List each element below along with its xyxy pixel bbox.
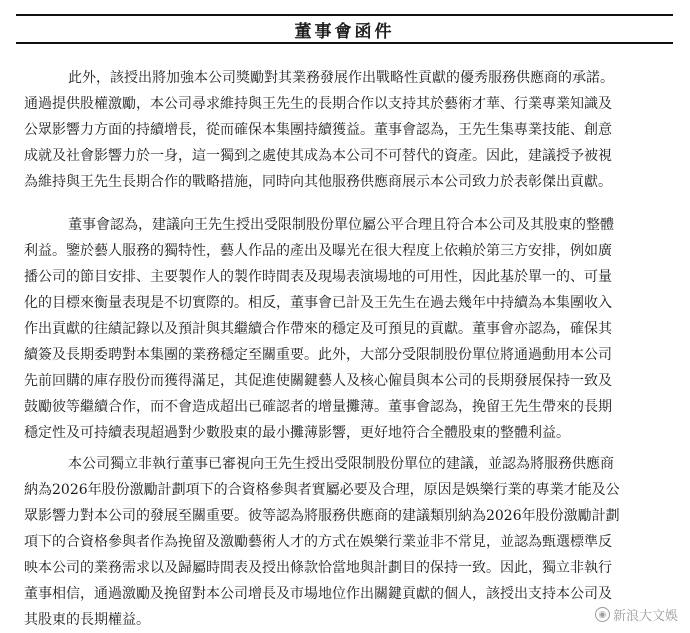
- letter-title: 董事會函件: [294, 21, 395, 42]
- watermark: [595, 605, 678, 624]
- text-line: 續簽及長期委聘對本集團的業務穩定至關重要。此外，大部分受限制股份單位將通過動用本公司: [24, 347, 612, 363]
- text-line: 通過提供股權激勵，本公司尋求維持與王先生的長期合作以支持其於藝術才華、行業專業知識及: [24, 96, 612, 112]
- letter-header: [16, 14, 673, 44]
- text-line: 公眾影響力方面的持續增長，從而確保本集團持續獲益。董事會認為，王先生集專業技能、創意: [24, 122, 612, 138]
- text-line: 眾影響力對本公司的發展至關重要。彼等認為將服務供應商的建議類別納為2026年股份激勵計劃: [24, 508, 620, 524]
- text-line: 董事相信，通過激勵及挽留對本公司增長及市場地位作出關鍵貢獻的個人，該授出支持本公司及: [24, 586, 612, 602]
- text-line: 化的目標來衡量表現是不切實際的。相反，董事會已計及王先生在過去幾年中持續為本集團收入: [24, 295, 612, 311]
- text-line: 為維持與王先生長期合作的戰略措施，同時向其他服務供應商展示本公司致力於表彰傑出貢獻。: [24, 174, 612, 190]
- text-line: 納為2026年股份激勵計劃項下的合資格參與者實屬必要及合理，原因是娛樂行業的專業才能及公: [24, 482, 620, 498]
- paragraph-1: [24, 65, 664, 195]
- weibo-icon: ◉: [595, 607, 610, 622]
- paragraph-2: [24, 212, 664, 446]
- paragraph-3: [24, 451, 664, 633]
- text-line: 其股東的長期權益。: [24, 612, 150, 628]
- text-line: 先前回購的庫存股份而獲得滿足，其促進使關鍵藝人及核心僱員與本公司的長期發展保持一致及: [24, 373, 612, 389]
- text-line: 作出貢獻的往績記錄以及預計與其繼續合作帶來的穩定及可預見的貢獻。董事會亦認為，確保其: [24, 321, 612, 337]
- watermark-text: 新浪大文娛: [612, 609, 678, 624]
- text-line: 播公司的節目安排、主要製作人的製作時間表及現場表演場地的可用性，因此基於單一的、可量: [24, 269, 612, 285]
- text-line: 穩定性及可持續表現超過對少數股東的最小攤薄影響，更好地符合全體股東的整體利益。: [24, 425, 570, 441]
- text-line: 鼓勵彼等繼續合作，而不會造成超出已確認者的增量攤薄。董事會認為，挽留王先生帶來的長期: [24, 399, 612, 415]
- text-line: 董事會認為，建議向王先生授出受限制股份單位屬公平合理且符合本公司及其股東的整體: [68, 217, 614, 233]
- text-line: 項下的合資格參與者作為挽留及激勵藝術人才的方式在娛樂行業並非不常見，並認為甄選標準反: [24, 534, 612, 550]
- text-line: 成就及社會影響力於一身，這一獨到之處使其成為本公司不可替代的資產。因此，建議授予被視: [24, 148, 612, 164]
- text-line: 利益。鑒於藝人服務的獨特性，藝人作品的產出及曝光在很大程度上依賴於第三方安排，例如廣: [24, 243, 612, 259]
- text-line: 此外，該授出將加強本公司獎勵對其業務發展作出戰略性貢獻的優秀服務供應商的承諾。: [68, 70, 614, 86]
- text-line: 本公司獨立非執行董事已審視向王先生授出受限制股份單位的建議，並認為將服務供應商: [68, 456, 614, 472]
- text-line: 映本公司的業務需求以及歸屬時間表及授出條款恰當地與計劃目的保持一致。因此，獨立非執行: [24, 560, 612, 576]
